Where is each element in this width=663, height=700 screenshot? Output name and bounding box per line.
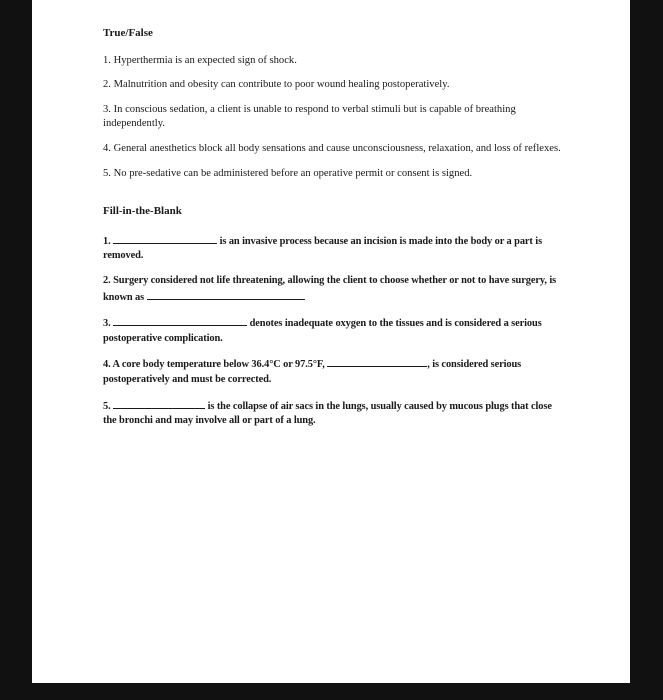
item-text: is the collapse of air sacs in the lungs, usually caused by mucous plugs that close the bronchi and may involve all or part of a lung. [103, 400, 552, 427]
answer-blank[interactable] [327, 356, 427, 367]
item-number: 5. [103, 400, 111, 412]
true-false-item-5: 5. No pre-sedative can be administered before an operative permit or consent is signed. [103, 167, 473, 179]
fill-blank-item-5 [103, 398, 563, 429]
document-page [32, 0, 630, 683]
true-false-item-1: 1. Hyperthermia is an expected sign of shock. [103, 54, 297, 66]
item-text: is an invasive process because an incision is made into the body or a part is removed. [103, 235, 543, 262]
fill-blank-item-1 [103, 233, 563, 264]
answer-blank[interactable] [113, 398, 205, 409]
answer-blank[interactable] [113, 315, 247, 326]
worksheet-content [103, 26, 563, 439]
fill-blank-item-3 [103, 315, 563, 346]
true-false-item-3: 3. In conscious sedation, a client is unable to respond to verbal stimuli but is capable of breathing independently. [103, 103, 516, 130]
item-text: A core body temperature below 36.4°C or 97.5°F, [110, 359, 328, 371]
item-text: Surgery considered not life threatening, allowing the client to choose whether or not to have surgery, is known as [103, 274, 557, 303]
fill-blank-item-4 [103, 356, 563, 387]
item-number: 4. [103, 359, 111, 371]
true-false-heading: True/False [103, 27, 153, 39]
answer-blank[interactable] [147, 289, 305, 300]
item-text: , is considered serious postoperatively and must be corrected. [103, 359, 522, 385]
true-false-item-2: 2. Malnutrition and obesity can contribute to poor wound healing postoperatively. [103, 79, 450, 91]
item-number: 2. [103, 274, 111, 286]
true-false-item-4: 4. General anesthetics block all body sensations and cause unconsciousness, relaxation, and loss of reflexes. [103, 142, 561, 154]
item-number: 3. [103, 318, 111, 330]
item-number: 1. [103, 235, 111, 247]
item-text: denotes inadequate oxygen to the tissues and is considered a serious postoperative complication. [103, 318, 542, 344]
fill-blank-item-2 [103, 274, 563, 305]
fill-blank-heading: Fill-in-the-Blank [103, 205, 182, 218]
answer-blank[interactable] [113, 233, 217, 244]
